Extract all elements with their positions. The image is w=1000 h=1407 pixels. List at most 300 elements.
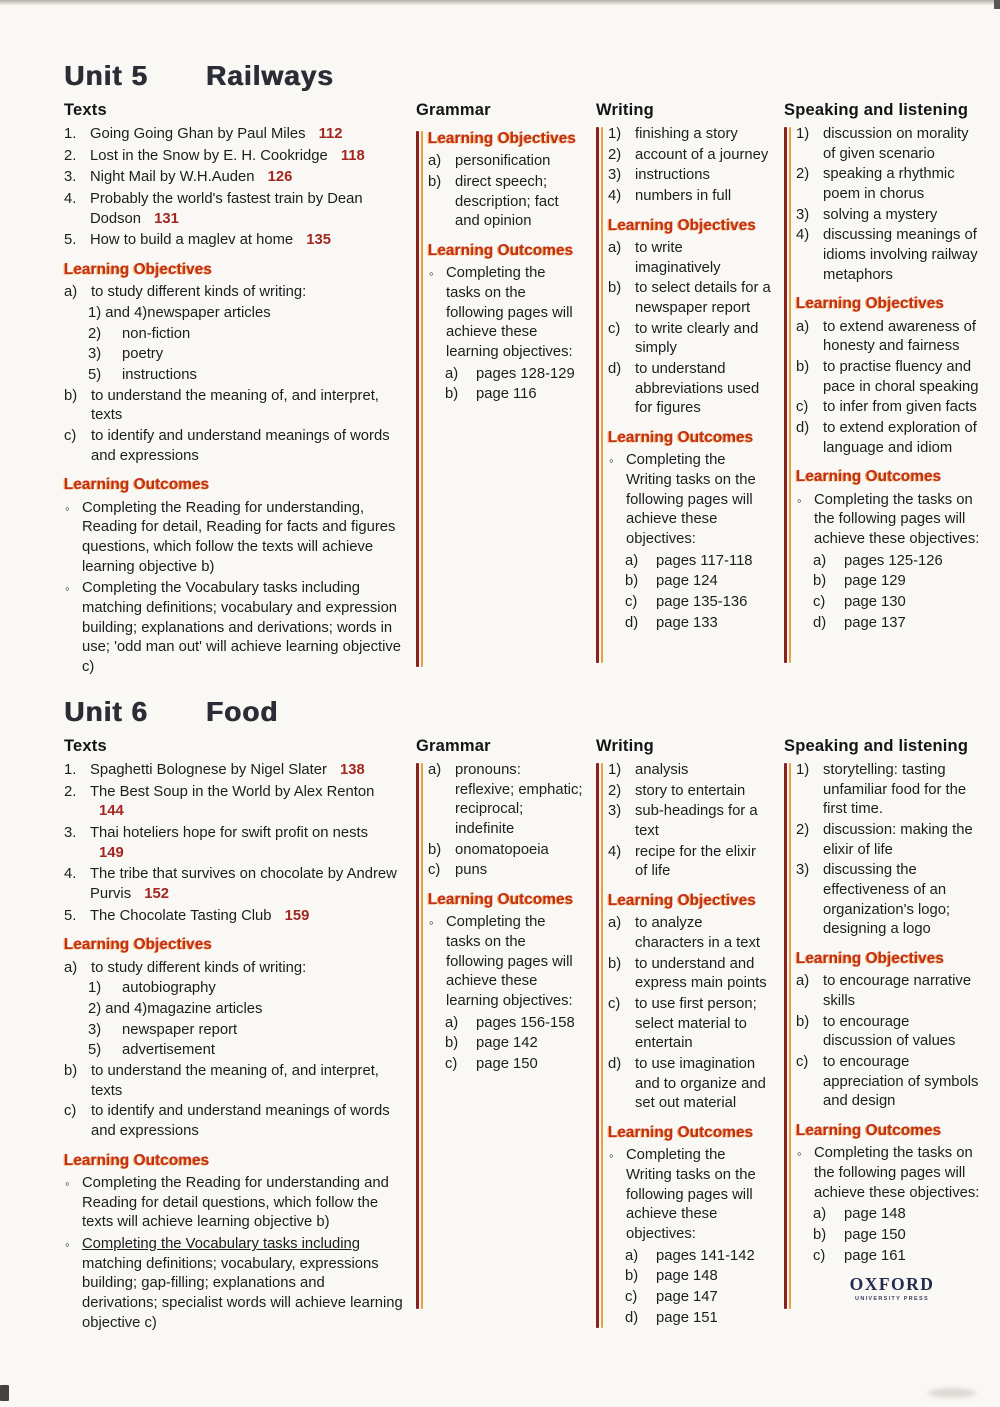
toc-text-wrap [90, 125, 343, 145]
column-speaking [784, 101, 982, 663]
list-text: analysis [635, 762, 689, 778]
bullet-item [608, 451, 772, 549]
page-ref-text: page 130 [844, 594, 906, 611]
subheading: Learning Objectives [428, 130, 577, 147]
bullet-text: Completing the Writing tasks on the following pages will achieve these objectives: [626, 1147, 756, 1243]
list-text: to understand and express main points [635, 955, 767, 992]
page-ref-marker: b) [813, 1227, 827, 1244]
sublist-marker: 1) and 4) [88, 305, 148, 322]
sublist-text: non-fiction [122, 325, 191, 342]
list-text: to identify and understand meanings of words and expressions [91, 428, 390, 464]
page-ref-item [428, 1014, 584, 1034]
list-text: storytelling: tasting unfamiliar food for the first time. [823, 762, 967, 818]
list-text: to write imaginatively [635, 240, 721, 276]
column-body [784, 761, 982, 1309]
column-heading: Texts [64, 101, 107, 119]
list-item [796, 165, 982, 204]
toc-text-wrap [90, 168, 292, 188]
page-ref-item [608, 1247, 772, 1267]
toc-number: 5. [64, 232, 77, 249]
page-ref-marker: d) [813, 614, 827, 631]
list-marker: 1) [796, 126, 810, 142]
toc-item [64, 125, 404, 145]
page-ref-item [428, 1055, 584, 1075]
list-marker: 3) [796, 206, 810, 223]
page-ref-item [608, 1288, 772, 1308]
oxford-logo-subtext: UNIVERSITY PRESS [855, 1296, 929, 1302]
list-item [64, 1102, 404, 1141]
column-body [416, 761, 584, 1309]
page-ref-marker: c) [625, 594, 638, 611]
column-body [416, 129, 584, 667]
column-heading: Speaking and listening [784, 737, 969, 755]
toc-number: 2. [64, 147, 77, 164]
list-text: to practise fluency and pace in choral speaking [823, 359, 979, 395]
list-item [796, 226, 982, 285]
page-ref-marker: c) [813, 594, 826, 611]
page-ref-text: page 137 [844, 614, 906, 631]
subheading: Learning Objectives [608, 892, 757, 910]
list-item [608, 995, 772, 1054]
list-item [608, 239, 772, 278]
page-ref-item [608, 593, 772, 613]
list-text: discussion: making the elixir of life [823, 822, 973, 858]
list-text: pronouns: reflexive; emphatic; reciprocal; indefinite [455, 762, 583, 838]
list-marker: b) [64, 1063, 78, 1080]
sublist-item [64, 979, 404, 999]
list-text: to use first person; select material to entertain [635, 996, 757, 1052]
subheading: Learning Objectives [64, 261, 213, 279]
subheading: Learning Objectives [796, 295, 945, 313]
bullet-icon: ◦ [65, 1176, 70, 1192]
page-ref-marker: b) [625, 1268, 639, 1285]
column-body [64, 125, 404, 678]
toc-item [64, 865, 404, 904]
column-body [596, 125, 772, 663]
page-ref-marker: d) [625, 1309, 639, 1326]
list-text: to use imagination and to organize and set out material [635, 1056, 766, 1112]
page-ref-text: pages 128-129 [476, 365, 575, 382]
bullet-text: Completing the tasks on the following pages will achieve these objectives: [814, 1145, 980, 1201]
toc-title: Going Going Ghan by Paul Miles [90, 126, 306, 142]
subheading: Learning Outcomes [796, 468, 942, 486]
list-item [608, 802, 772, 841]
column-heading: Grammar [416, 101, 491, 119]
sublist-marker: 3) [88, 1021, 102, 1038]
vertical-rule-maroon [416, 763, 419, 1309]
bullet-text: Completing the Reading for understanding, Reading for detail, Reading for facts and figures questions, which follow the texts will achieve learning objective b) [82, 499, 396, 575]
bullet-lead-text: Completing the Vocabulary tasks including [82, 1236, 361, 1253]
toc-number: 4. [64, 866, 77, 883]
list-text: discussion on morality of given scenario [823, 126, 969, 162]
bullet-item [796, 491, 982, 550]
list-item [608, 761, 772, 781]
column-heading: Writing [596, 101, 654, 119]
page-ref-marker: b) [445, 386, 459, 403]
vertical-rule-orange [601, 127, 604, 663]
toc-item [64, 824, 404, 863]
toc-title: Probably the world's fastest train by Dean Dodson [90, 191, 363, 227]
list-item [796, 1013, 982, 1052]
bullet-icon: ◦ [65, 581, 70, 597]
list-marker: a) [64, 959, 78, 976]
toc-number: 1. [64, 126, 77, 142]
subheading: Learning Objectives [64, 936, 213, 954]
vertical-rule-maroon [416, 131, 419, 667]
bullet-text: Completing the tasks on the following pages will achieve these learning objectives: [446, 914, 573, 1010]
list-text: discussing the effectiveness of an organization's logo; designing a logo [823, 862, 951, 938]
list-text: to encourage appreciation of symbols and design [823, 1054, 979, 1110]
unit-label: Unit 6 [64, 696, 148, 727]
list-marker: 2) [608, 146, 622, 163]
list-marker: 1) [796, 762, 810, 778]
sublist-marker: 3) [88, 346, 102, 363]
list-marker: b) [64, 387, 78, 404]
list-item [608, 279, 772, 318]
list-item [796, 972, 982, 1011]
list-marker: 4) [608, 843, 622, 860]
list-marker: d) [608, 1056, 622, 1073]
page-ref-text: page 133 [656, 614, 718, 631]
list-text: finishing a story [635, 126, 738, 142]
page-ref-marker: a) [813, 552, 827, 569]
bullet-icon: ◦ [429, 266, 434, 282]
toc-number: 5. [64, 907, 77, 924]
vertical-rule-maroon [784, 763, 787, 1309]
list-text: to select details for a newspaper report [635, 280, 771, 317]
toc-page-number: 144 [99, 803, 124, 820]
toc-item [64, 783, 404, 822]
list-item [796, 419, 982, 458]
list-marker: 4) [796, 227, 810, 244]
page-ref-item [796, 572, 982, 592]
list-text: to encourage discussion of values [823, 1013, 956, 1050]
vertical-rule-orange [789, 127, 792, 663]
list-text: to infer from given facts [823, 399, 977, 416]
bullet-icon: ◦ [609, 453, 614, 469]
bullet-text: Completing the Vocabulary tasks including matching definitions; vocabulary and expression building; explanations and derivations; words in use; 'odd man out' will achieve learning objective c) [82, 580, 402, 676]
toc-page-number: 159 [284, 907, 310, 924]
list-item [796, 318, 982, 357]
subheading: Learning Outcomes [608, 429, 754, 447]
page-ref-marker: c) [445, 1056, 458, 1073]
page-ref-item [608, 572, 772, 592]
scan-corner-mark [994, 0, 1000, 9]
page-ref-item [428, 385, 584, 405]
list-text: account of a journey [635, 146, 769, 163]
page-ref-item [428, 365, 584, 385]
bullet-item [64, 1235, 404, 1333]
oxford-logo-wordmark: OXFORD [849, 1274, 935, 1294]
bullet-text: Completing the Writing tasks on the following pages will achieve these objectives: [626, 452, 756, 548]
subheading: Learning Outcomes [796, 1122, 942, 1140]
list-item [64, 1062, 404, 1101]
toc-item [64, 190, 404, 229]
list-marker: b) [428, 174, 442, 191]
sublist-text: newspaper articles [147, 305, 271, 322]
bullet-icon: ◦ [65, 1237, 70, 1253]
toc-title: Lost in the Snow by E. H. Cookridge [90, 147, 328, 164]
sublist-text: magazine articles [147, 1001, 263, 1018]
list-text: to extend exploration of language and idiom [823, 420, 977, 456]
list-text: personification [455, 153, 551, 170]
list-item [796, 1053, 982, 1112]
page-ref-text: pages 141-142 [656, 1247, 755, 1264]
page-ref-marker: a) [625, 1247, 639, 1264]
toc-item [64, 231, 404, 251]
bullet-item [64, 1174, 404, 1233]
list-text: instructions [635, 167, 710, 184]
list-text: sub-headings for a text [635, 803, 758, 840]
sublist-text: advertisement [122, 1042, 215, 1059]
toc-text-wrap [90, 761, 365, 781]
sublist-item [64, 1000, 404, 1020]
list-item [796, 398, 982, 418]
list-marker: b) [428, 841, 442, 858]
list-marker: 3) [608, 167, 622, 184]
subheading: Learning Outcomes [64, 1151, 210, 1169]
column-speaking [784, 737, 982, 1309]
vertical-rule-maroon [596, 127, 599, 663]
page-ref-marker: a) [445, 1014, 459, 1031]
unit-header [64, 696, 976, 728]
bullet-text: Completing the Reading for understanding and Reading for detail questions, which follow the texts will achieve learning objective b) [82, 1175, 389, 1231]
sublist-marker: 5) [88, 1042, 102, 1059]
list-text: speaking a rhythmic poem in chorus [823, 166, 955, 203]
list-marker: a) [428, 153, 442, 170]
toc-title: Thai hoteliers hope for swift profit on nests [90, 825, 368, 842]
list-item [428, 841, 584, 861]
bullet-icon: ◦ [797, 492, 802, 508]
column-writing [596, 737, 772, 1329]
list-marker: d) [796, 420, 810, 437]
page-ref-marker: a) [445, 365, 459, 382]
vertical-rule-maroon [784, 127, 787, 663]
vertical-rule-orange [421, 763, 424, 1309]
page-ref-item [428, 1034, 584, 1054]
bullet-item [608, 1146, 772, 1244]
list-item [608, 146, 772, 166]
bullet-icon: ◦ [429, 915, 434, 931]
list-item [608, 320, 772, 359]
column-heading: Grammar [416, 737, 491, 755]
page-ref-marker: c) [625, 1289, 638, 1306]
list-item [428, 173, 584, 232]
sublist-text: poetry [122, 346, 164, 363]
toc-text-wrap [90, 147, 365, 167]
scan-smudge [928, 1388, 976, 1398]
list-item [608, 166, 772, 186]
toc-text-wrap [90, 231, 331, 251]
list-item [64, 959, 404, 979]
toc-page-number: 126 [267, 169, 293, 186]
page-ref-text: page 148 [844, 1206, 906, 1223]
page-ref-item [796, 552, 982, 572]
column-texts [64, 737, 404, 1335]
bullet-item [64, 499, 404, 578]
oxford-logo [836, 1274, 948, 1302]
toc-number: 1. [64, 762, 77, 778]
column-body [64, 761, 404, 1333]
page-ref-item [608, 1309, 772, 1329]
list-item [796, 861, 982, 940]
list-marker: 1) [608, 126, 622, 142]
sublist-item [64, 325, 404, 345]
column-heading: Speaking and listening [784, 101, 969, 119]
list-marker: b) [796, 359, 810, 376]
list-item [64, 427, 404, 466]
toc-page-number: 152 [144, 886, 169, 903]
list-item [608, 125, 772, 145]
sublist-text: newspaper report [122, 1021, 238, 1038]
column-heading: Writing [596, 737, 654, 755]
list-text: direct speech; description; fact and opinion [455, 174, 559, 230]
toc-page-number: 118 [340, 147, 365, 164]
subheading: Learning Outcomes [428, 242, 574, 260]
toc-title: The tribe that survives on chocolate by Andrew Purvis [90, 866, 397, 903]
sublist-item [64, 345, 404, 365]
toc-text-wrap [90, 865, 404, 904]
vertical-rule-orange [601, 763, 604, 1328]
list-marker: a) [608, 915, 622, 932]
list-text: to understand abbreviations used for figures [635, 361, 760, 417]
toc-text-wrap [90, 824, 404, 863]
list-text: to write clearly and simply [635, 320, 759, 357]
bullet-item [428, 913, 584, 1011]
page-ref-text: page 150 [476, 1056, 538, 1073]
list-marker: a) [796, 318, 810, 335]
page-ref-item [608, 614, 772, 634]
column-body [596, 761, 772, 1328]
page-ref-item [796, 593, 982, 613]
toc-text-wrap [90, 783, 404, 822]
list-marker: a) [64, 284, 78, 301]
page-ref-text: page 129 [844, 573, 906, 590]
list-text: to understand the meaning of, and interpret, texts [91, 1063, 379, 1099]
page-ref-text: page 150 [844, 1227, 906, 1244]
list-text: to analyze characters in a text [635, 915, 761, 952]
page-ref-marker: b) [813, 573, 827, 590]
toc-item [64, 761, 404, 781]
list-marker: a) [796, 973, 810, 990]
toc-title: How to build a maglev at home [90, 232, 294, 249]
list-text: to identify and understand meanings of words and expressions [91, 1103, 390, 1140]
sublist-marker: 1) [88, 980, 102, 997]
subheading: Learning Objectives [608, 216, 757, 234]
list-marker: a) [428, 762, 442, 778]
scan-edge-shadow [0, 0, 1000, 5]
page-ref-text: page 142 [476, 1035, 538, 1052]
page-ref-text: page 151 [656, 1309, 718, 1326]
list-item [428, 761, 584, 840]
list-item [796, 125, 982, 164]
sublist-item [64, 366, 404, 386]
bullet-icon: ◦ [797, 1146, 802, 1162]
list-marker: c) [64, 428, 77, 445]
list-marker: 4) [608, 188, 622, 205]
unit-title: Railways [205, 60, 334, 91]
unit-section [64, 60, 980, 680]
toc-item [64, 907, 404, 927]
subheading: Learning Outcomes [608, 1124, 754, 1142]
list-marker: c) [608, 320, 621, 337]
toc-title: The Best Soup in the World by Alex Renton [90, 783, 375, 800]
list-marker: c) [64, 1103, 77, 1120]
list-marker: 3) [796, 862, 810, 879]
list-text: story to entertain [635, 782, 746, 799]
bullet-item [796, 1144, 982, 1203]
unit-section [64, 696, 980, 1335]
toc-number: 3. [64, 825, 77, 842]
sublist-marker: 2) and 4) [88, 1001, 148, 1018]
list-marker: c) [608, 996, 621, 1013]
list-item [608, 1055, 772, 1114]
sublist-text: instructions [122, 367, 197, 384]
list-marker: b) [796, 1013, 810, 1030]
column-writing [596, 101, 772, 663]
list-item [64, 387, 404, 426]
page-ref-item [796, 614, 982, 634]
column-body [784, 125, 982, 663]
sublist-item [64, 1021, 404, 1041]
list-marker: 1) [608, 762, 622, 778]
page-ref-item [796, 1205, 982, 1225]
list-marker: b) [608, 280, 622, 297]
bullet-item [64, 579, 404, 677]
list-text: to extend awareness of honesty and fairness [823, 318, 976, 355]
list-marker: 2) [796, 166, 810, 183]
vertical-rule-orange [421, 131, 424, 667]
page-ref-marker: b) [625, 573, 639, 590]
list-marker: b) [608, 955, 622, 972]
column-heading: Texts [64, 737, 107, 755]
sublist-marker: 2) [88, 325, 102, 342]
list-item [796, 358, 982, 397]
toc-number: 3. [64, 169, 77, 186]
toc-number: 4. [64, 191, 77, 208]
list-item [608, 187, 772, 207]
unit-title: Food [205, 696, 279, 727]
page-ref-text: page 124 [656, 573, 718, 590]
column-grammar [416, 737, 584, 1309]
toc-title: Spaghetti Bolognese by Nigel Slater [90, 762, 327, 778]
bullet-text: Completing the tasks on the following pages will achieve these learning objectives: [446, 265, 573, 361]
vertical-rule-orange [789, 763, 792, 1309]
vertical-rule-maroon [596, 763, 599, 1328]
column-grammar [416, 101, 584, 667]
list-text: numbers in full [635, 188, 732, 205]
list-item [796, 821, 982, 860]
bullet-icon: ◦ [609, 1148, 614, 1164]
list-item [608, 782, 772, 802]
page-ref-marker: d) [625, 614, 639, 631]
page-ref-item [796, 1247, 982, 1267]
list-text: puns [455, 862, 488, 879]
sublist-item [64, 1041, 404, 1061]
sublist-item [64, 304, 404, 324]
list-marker: c) [796, 1054, 809, 1071]
toc-page-number: 112 [318, 126, 343, 142]
unit-header [64, 60, 976, 92]
list-text: to study different kinds of writing: [91, 284, 307, 301]
toc-title: Night Mail by W.H.Auden [90, 169, 255, 186]
page-ref-marker: b) [445, 1035, 459, 1052]
bullet-text: Completing the tasks on the following pages will achieve these objectives: [814, 491, 980, 548]
list-text: onomatopoeia [455, 841, 549, 858]
list-marker: d) [608, 361, 622, 378]
page-ref-item [796, 1226, 982, 1246]
bullet-item [428, 264, 584, 362]
